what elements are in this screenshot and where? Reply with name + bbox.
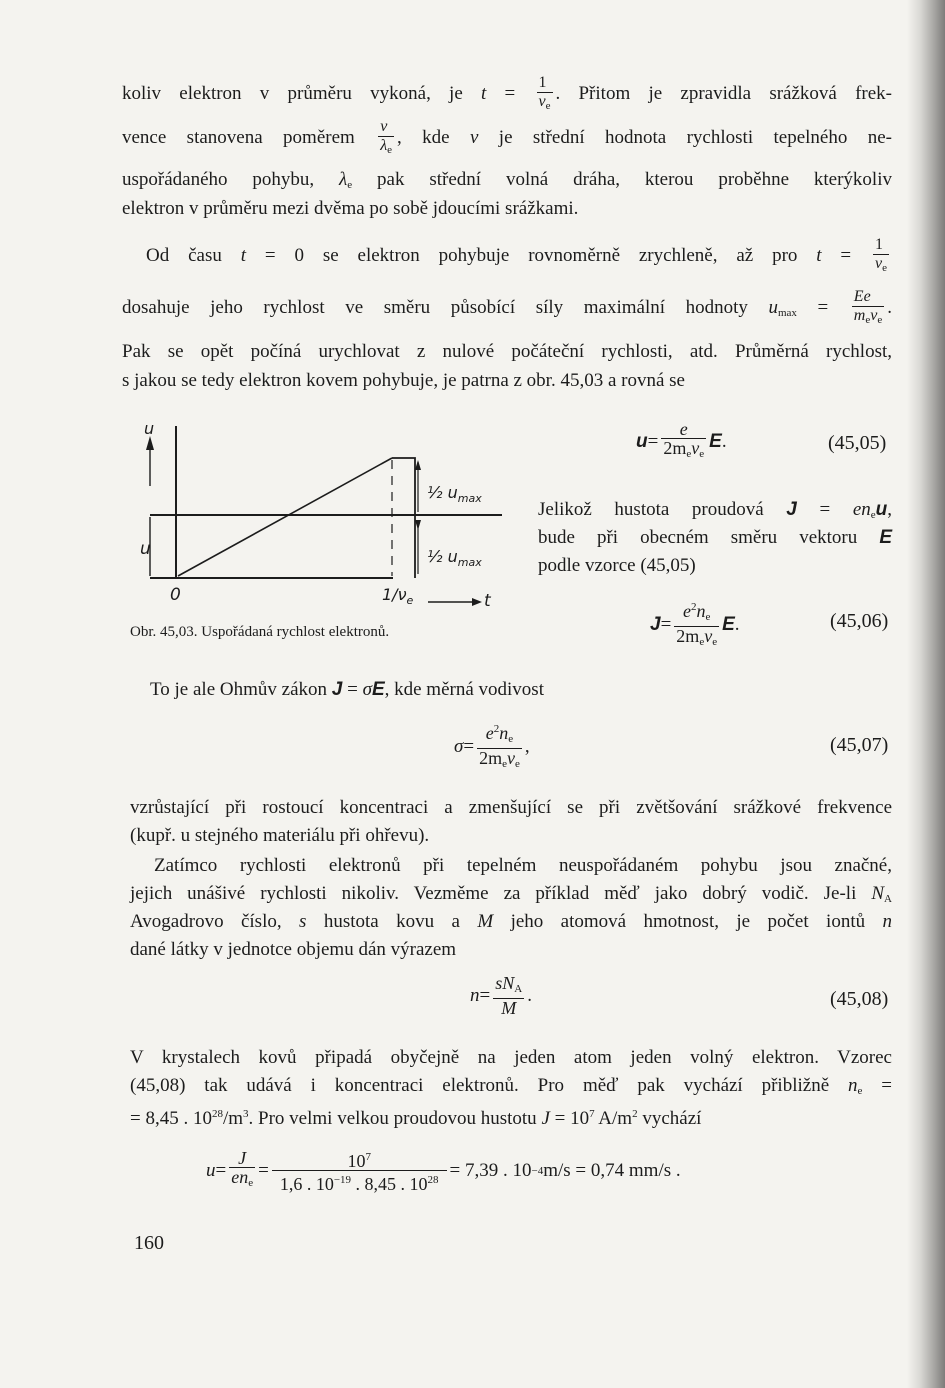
text: uspořádaného pohybu, — [122, 169, 340, 190]
sub: e — [870, 509, 876, 521]
frac-num — [493, 974, 524, 998]
text: Od času — [146, 244, 241, 266]
text: = — [862, 1075, 893, 1096]
text: podle vzorce (45,05) — [538, 555, 696, 576]
sub: e — [686, 448, 692, 460]
var: E — [879, 527, 892, 548]
var: u — [636, 430, 648, 452]
label-t: t — [484, 591, 491, 611]
text: m/s = 0,74 mm/s . — [543, 1159, 681, 1181]
var: ν — [538, 93, 546, 110]
equation-number-45-05: (45,05) — [828, 432, 887, 454]
var: e — [485, 723, 494, 743]
p1-line4 — [122, 197, 892, 221]
label-zero: 0 — [170, 585, 181, 605]
text: , kde měrná vodivost — [384, 679, 544, 700]
text: = — [647, 430, 659, 452]
label-inv-ve — [382, 585, 414, 607]
text: jejich unášivé rychlosti nikoliv. Vezměme za příklad měď jako dobrý vodič. Je-li — [130, 883, 872, 904]
equation-45-07 — [454, 720, 530, 773]
sub: e — [699, 448, 705, 460]
equation-number-45-07: (45,07) — [830, 734, 889, 756]
text: Zatímco rychlosti elektronů při tepelném neuspořádaném pohybu jsou značné, — [154, 855, 892, 876]
t-arrowhead — [472, 598, 482, 606]
text: 10 — [347, 1151, 366, 1171]
page-number: 160 — [134, 1232, 164, 1254]
sup: 28 — [427, 1174, 439, 1186]
sup: −19 — [333, 1174, 352, 1186]
p2-line4 — [122, 369, 892, 393]
p3-line1 — [130, 796, 892, 820]
var: ν — [875, 255, 883, 272]
text: hustota kovu a — [306, 911, 478, 932]
var: en — [231, 1167, 249, 1187]
text: vence stanovena poměrem — [122, 126, 376, 148]
frac-den — [378, 136, 394, 159]
figure-caption: Obr. 45,03. Uspořádaná rychlost elektronů. — [130, 624, 390, 640]
var: N — [871, 883, 885, 904]
frac-den — [674, 626, 719, 651]
sub: e — [347, 179, 353, 191]
text: (kupř. u stejného materiálu při ohřevu). — [130, 825, 430, 846]
frac-num — [674, 598, 719, 626]
fraction — [852, 288, 884, 329]
sub: e — [508, 733, 514, 745]
sub: e — [712, 636, 718, 648]
var: σ — [362, 679, 372, 700]
side-line2 — [538, 526, 892, 550]
frac-den — [852, 306, 884, 329]
var: t — [240, 244, 246, 266]
text: = 10 — [549, 1108, 590, 1129]
p2-line2 — [122, 288, 892, 329]
sup: 2 — [493, 723, 500, 735]
var: n — [848, 1075, 858, 1096]
equation-45-05 — [636, 420, 727, 463]
equation-45-08 — [470, 974, 532, 1017]
text: , kde — [397, 126, 470, 148]
label-half-top — [427, 483, 482, 505]
final-equation — [206, 1148, 681, 1193]
text: . Přitom je zpravidla srážková frek- — [555, 82, 893, 104]
text: , — [887, 499, 892, 520]
p4-line3 — [130, 910, 892, 934]
sub: e — [857, 1085, 863, 1097]
p4-line2 — [130, 882, 892, 911]
frac-num — [272, 1148, 447, 1170]
text: . 8,45 . 10 — [351, 1174, 428, 1194]
p2-line1 — [146, 236, 892, 277]
text: = — [215, 1159, 227, 1181]
sup: 2 — [691, 601, 697, 613]
text: = — [660, 613, 672, 635]
side-line3 — [538, 554, 892, 578]
text: 2m — [663, 438, 687, 458]
fraction — [873, 236, 889, 277]
text: . Pro velmi velkou proudovou hustotu — [248, 1108, 542, 1129]
var: n — [696, 601, 706, 621]
text: = 7,39 . 10 — [449, 1159, 532, 1181]
text: 1,6 . 10 — [279, 1174, 334, 1194]
equation-number-45-08: (45,08) — [830, 988, 889, 1010]
text: elektron v průměru mezi dvěma po sobě jdoucími srážkami. — [122, 198, 579, 219]
p3-line2 — [130, 824, 900, 848]
equation-45-06 — [650, 598, 740, 651]
sup: 7 — [589, 1108, 595, 1120]
var: t — [481, 82, 487, 104]
text: = — [796, 499, 853, 520]
text: dosahuje jeho rychlost ve směru působící síly maximální hodnoty — [122, 296, 769, 318]
u-arrowhead — [146, 436, 154, 450]
text: 2m — [676, 626, 700, 646]
var: ν — [870, 307, 878, 324]
text: To je ale Ohmův zákon — [150, 679, 332, 700]
var: σ — [454, 735, 464, 757]
var: u — [768, 296, 778, 318]
var: J — [786, 499, 797, 520]
frac-den: M — [493, 998, 524, 1017]
p1-line3 — [122, 168, 892, 197]
var: n — [470, 984, 480, 1006]
sub: max — [777, 306, 797, 319]
sup: 3 — [243, 1108, 249, 1120]
text: vychází — [637, 1108, 702, 1129]
equation-number-45-06: (45,06) — [830, 610, 889, 632]
p4-line4 — [130, 938, 900, 962]
text: Pak se opět počíná urychlovat z nulové počáteční rychlosti, atd. Průměrná rychlost, — [122, 341, 892, 362]
text: = — [258, 1159, 269, 1181]
text: (45,08) tak udává i koncentraci elektronů. Pro měď pak vychází přibližně — [130, 1075, 849, 1096]
frac-den — [537, 92, 553, 115]
fraction — [229, 1149, 255, 1192]
label-u-top: u — [144, 420, 155, 438]
text: , — [524, 735, 530, 757]
text: s jakou se tedy elektron kovem pohybuje, je patrna z obr. 45,03 a rovná se — [122, 370, 685, 391]
text: A/m — [594, 1108, 633, 1129]
sub: e — [248, 1177, 254, 1189]
text: = — [486, 82, 534, 104]
var: u — [875, 499, 888, 520]
label-half-bottom-main: ½ u — [427, 547, 458, 566]
p1-line2 — [122, 118, 892, 159]
label-half-bottom — [427, 547, 482, 569]
sup: 28 — [211, 1108, 223, 1120]
p4-line1 — [154, 854, 892, 878]
sup: 2 — [632, 1108, 638, 1120]
var: E — [722, 613, 735, 635]
text: = — [821, 244, 870, 266]
fraction — [537, 74, 553, 115]
label-half-top-main: ½ u — [427, 483, 458, 502]
var: en — [852, 499, 871, 520]
fraction — [493, 974, 524, 1017]
var: e — [683, 601, 691, 621]
text: . — [527, 984, 532, 1006]
text: se elektron pohybuje rovnoměrně zrychleně, až pro — [303, 244, 817, 266]
sup: 7 — [365, 1151, 371, 1163]
frac-num: 1 — [538, 74, 547, 91]
fraction — [661, 420, 706, 463]
fraction — [272, 1148, 447, 1193]
p2-line3 — [122, 340, 892, 364]
text: bude při obecném směru vektoru — [538, 527, 880, 548]
ohm-line — [150, 678, 892, 702]
p1-line1 — [122, 74, 892, 115]
sub: e — [705, 611, 711, 623]
frac-num: J — [238, 1148, 247, 1168]
text: . — [721, 430, 727, 452]
text: Avogadrovo číslo, — [130, 911, 300, 932]
label-inv-sub: e — [406, 594, 414, 607]
var: u — [206, 1159, 216, 1181]
text: Jelikož hustota proudová — [538, 499, 787, 520]
frac-num: Ee — [853, 288, 871, 305]
sub: e — [882, 262, 887, 274]
sub: e — [502, 758, 507, 770]
var: n — [499, 723, 509, 743]
sub: A — [884, 893, 892, 905]
text: dané látky v jednotce objemu dán výrazem — [130, 939, 457, 960]
label-half-bottom-sub: max — [457, 556, 482, 569]
text: /m — [222, 1108, 244, 1129]
var: M — [477, 911, 494, 932]
frac-num: v — [380, 118, 388, 135]
fraction — [674, 598, 719, 651]
var: ν — [507, 748, 515, 768]
p5-line3 — [130, 1102, 892, 1131]
frac-den — [229, 1167, 255, 1192]
side-line1 — [538, 498, 892, 527]
sub: A — [514, 983, 523, 995]
frac-den — [661, 438, 706, 463]
label-inv-main: 1/ν — [382, 585, 407, 604]
var: m — [853, 307, 866, 324]
label-u-mid: u — [140, 539, 151, 559]
var: t — [816, 244, 822, 266]
var: J — [331, 679, 343, 700]
label-half-top-sub: max — [457, 492, 482, 505]
frac-num — [477, 720, 522, 748]
text: = — [342, 679, 363, 700]
text: = 0 — [246, 244, 304, 266]
var: λ — [339, 169, 348, 190]
sawtooth-top — [392, 458, 415, 578]
text: vzrůstající při rostoucí koncentraci a zmenšující se při zvětšování srážkové frekvence — [130, 797, 892, 818]
sub: e — [387, 144, 393, 156]
sub: e — [545, 100, 551, 112]
p5-line1 — [130, 1046, 892, 1070]
sub: e — [699, 636, 705, 648]
var: E — [371, 679, 385, 700]
var: E — [709, 430, 722, 452]
var: λ — [380, 137, 388, 154]
text: pak střední volná dráha, kterou proběhne kterýkoliv — [352, 169, 892, 190]
sup: −4 — [531, 1164, 544, 1177]
ramp-line — [178, 458, 392, 576]
sub: e — [877, 314, 883, 326]
text: = — [463, 735, 475, 757]
frac-num: 1 — [875, 236, 883, 253]
var: J — [541, 1108, 550, 1129]
text: . — [887, 296, 892, 318]
text: jeho atomová hmotnost, je počet iontů — [493, 911, 883, 932]
frac-den — [873, 254, 889, 277]
frac-den — [272, 1170, 447, 1193]
fraction — [477, 720, 522, 773]
text: = 8,45 . 10 — [130, 1108, 212, 1129]
text: . — [734, 613, 740, 635]
sub: e — [515, 758, 520, 770]
var: ν — [704, 626, 713, 646]
frac-den — [477, 748, 522, 773]
fraction — [378, 118, 394, 159]
book-spine-shadow — [907, 0, 945, 1388]
p5-line2 — [130, 1074, 892, 1103]
text: je střední hodnota rychlosti tepelného ne- — [478, 126, 892, 148]
var: s — [299, 911, 307, 932]
var: J — [650, 613, 661, 635]
text: koliv elektron v průměru vykoná, je — [122, 82, 482, 104]
text: 2m — [479, 748, 503, 768]
frac-num: e — [679, 419, 688, 439]
text: V krystalech kovů připadá obyčejně na jeden atom jeden volný elektron. Vzorec — [130, 1047, 892, 1068]
var: v — [469, 126, 479, 148]
velocity-figure — [140, 420, 510, 620]
var: ν — [691, 438, 700, 458]
var: sN — [495, 973, 515, 993]
text: = — [796, 296, 849, 318]
text: = — [479, 984, 491, 1006]
var: n — [882, 911, 892, 932]
sub: e — [865, 314, 871, 326]
